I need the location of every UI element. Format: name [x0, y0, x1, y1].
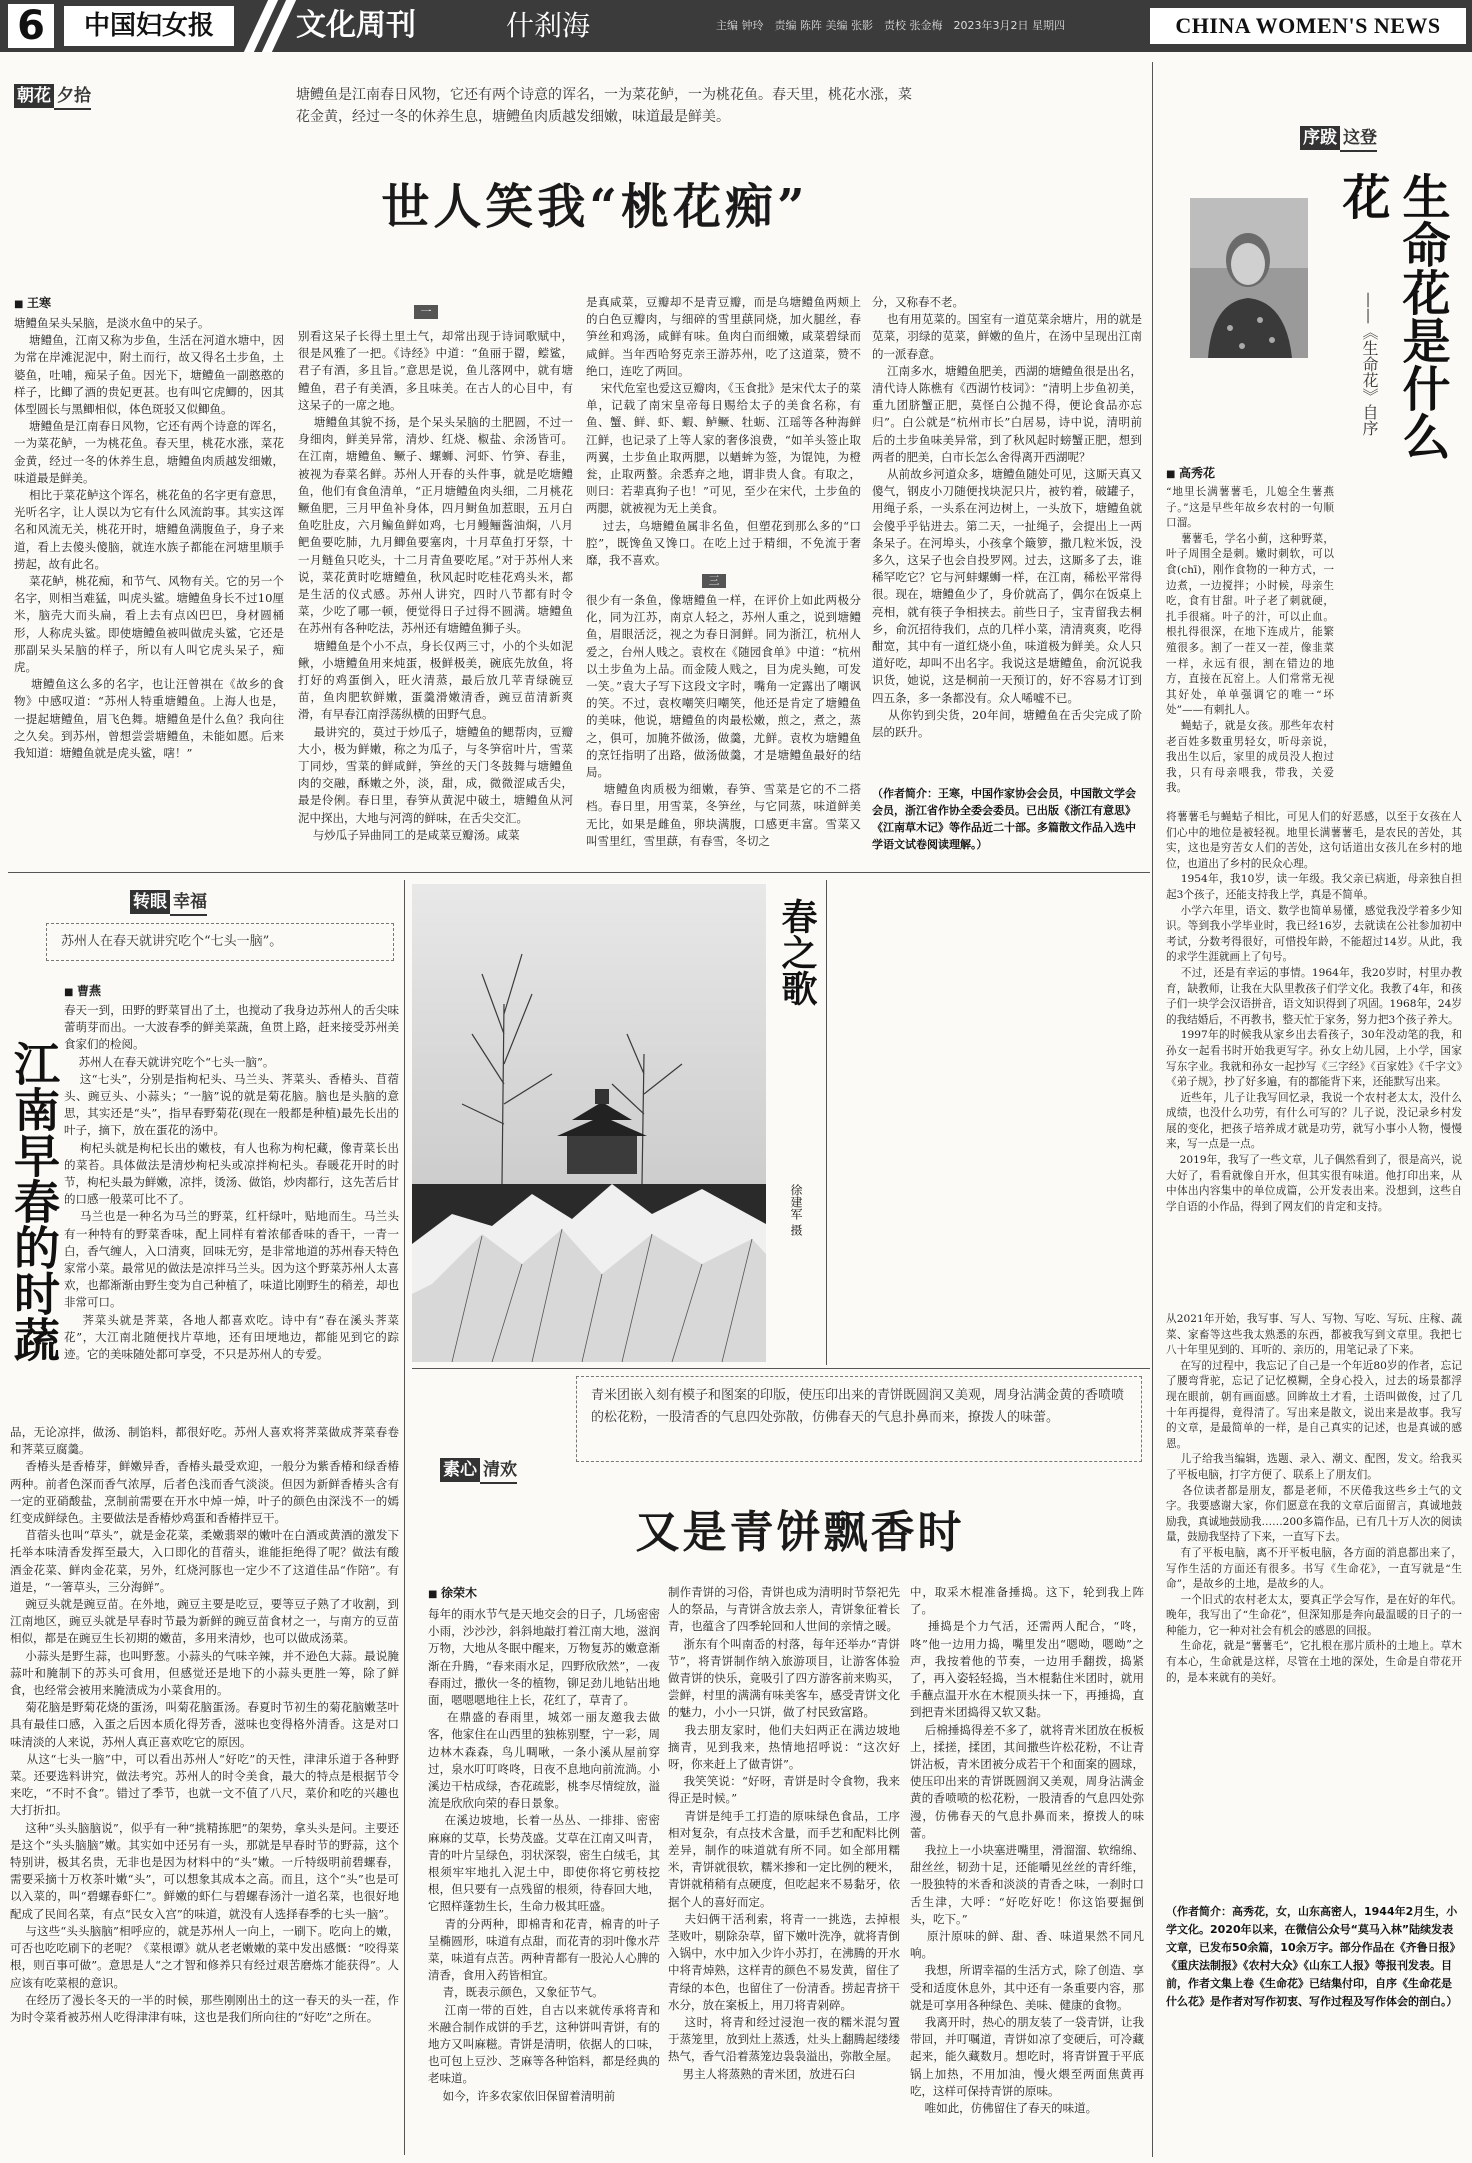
portrait-image — [1190, 198, 1308, 358]
byline: ■ 曹燕 — [64, 982, 101, 999]
article-body-column: 别看这呆子长得土里土气，却常出现于诗词歌赋中，很是风雅了一把。《诗经》中道：“鱼丽于罶，鲿鲨，君子有酒，多且旨。”意思是说，鱼儿落网中，就有塘鳢鱼，君子有美酒，多且味美。在古人的心目中，有这呆子的一席之地。 塘鳢鱼其貌不扬，是个呆头呆脑的土肥圆，不过一身细肉，鲜美异常，清炒、红烧、椒盐、余汤皆可。在江南，塘鳢鱼、鳜子、螺蛳、河虾、竹笋、春韭，被视为春菜名鲜。苏州人开春的头件事，就是吃塘鳢鱼，他们有食鱼清单，“正月塘鳢鱼肉头细，二月桃花鳜鱼肥，三月甲鱼补身体，四月鲥鱼加惹眼，五月白鱼吃肚皮，六月鳊鱼鲜如鸡，七月鳗鲡酱油焖，八月鲃鱼要吃肺，九月鲫鱼要塞肉，十月草鱼打牙祭，十一月鲢鱼只吃头，十二月青鱼要吃尾。”对于苏州人来说，菜花黄时吃塘鳢鱼，秋风起时吃桂花鸡头米，都是生活的仪式感。苏州人讲究，四时八节都有时令菜，少吃了哪一顿，便觉得日子过得不圆满。塘鳢鱼在苏州有各种吃法，苏州还有塘鳢鱼狮子头。 塘鳢鱼是个小不点，身长仅两三寸，小的个头如泥鳅，小塘鳢鱼用来炖蛋，极鲜极美，碗底先放鱼，将打好的鸡蛋倒入，旺火清蒸，最后放几苹青绿碗豆苗，鱼肉肥软鲜嫩，蛋羹滑嫩清香，豌豆苗清新爽滑，有早春江南浮荡纵横的田野气息。 最讲究的，莫过于炒瓜子，塘鳢鱼的鳃帮肉，豆瓣大小，极为鲜嫩，称之为瓜子，与冬笋宿叶片，雪菜丁同炒，雪菜的鲜咸鲜，笋丝的天门冬鼓舞与塘鳢鱼肉的交融，酥嫩之外，淡，甜，成，微微涩咸舌尖，最是伶俐。春日里，春笋从黄泥中破土，塘鳢鱼从河泥中探出，大地与河湾的鲜味，在舌尖交汇。 与炒瓜子异曲同工的是咸菜豆瓣汤。咸菜 — [298, 329, 573, 842]
article-title: 又是青饼飘香时 — [635, 1507, 965, 1558]
article-body-column: 每年的雨水节气是天地交会的日子，几场密密小雨，沙沙沙，斜斜地敲打着江南大地，滋润万物，大地从冬眠中醒来，万物复苏的嫩意渐渐在升腾，“春来雨水足，四野欣欣然”，一夜春雨过，撒伙一冬的植物，铆足劲儿地钻出地面，嗯嗯嗯地往上长，花红了，草青了。 在鼎盛的春雨里，城郊一丽友邀我去做客，他家住在山西里的独栋别墅，宁一彩，周边林木森森，鸟儿啁啾，一条小溪从屋前穿过，泉水叮叮咚咚，日夜不息地向前流淌。小溪边干枯成绿，杏花疏影，桃李尽情绽放，溢流是欣欣向荣的春日景象。 在溪边坡地，长着一丛丛、一排排、密密麻麻的艾草，长势茂盛。艾草在江南又叫青，青的叶片呈绿色，羽状深裂，密生白绒毛，其根须牢牢地扎入泥土中，即使你将它剪枝挖根，但只要有一点残留的根须，待春回大地，它照样蓬勃生长，生命力极其旺盛。 青的分两种，即棉青和花青，棉青的叶子呈椭圆形，味道有点甜，而花青的羽叶像水芹菜，味道有点苦。两种青都有一股沁人心脾的清香，食用入药皆相宜。 青，既表示颜色，又象征节气。 江南一带的百姓，自古以来就传承将青和米融合制作成饼的手艺，这种饼叫青饼，有的地方又叫麻糍。青饼是清明，依据人的口味，也可包上豆沙、芝麻等各种馅料，都是经典的老味道。 如今，许多农家依旧保留着清明前 — [428, 1607, 660, 2103]
article-body-column: 分，又称春不老。 也有用苋菜的。国室有一道苋菜余塘片，用的就是苋菜，羽绿的苋菜，鲜嫩的鱼片，在汤中呈现出江南的一派春意。 江南多水，塘鳢鱼肥美，西湖的塘鳢鱼很是出名，清代诗人陈樵有《西湖竹枝词》：“清明上步鱼初美，重九团脐蟹正肥，莫怪白公抛不得，便论食品亦忘归”。白公就是“杭州市长”白居易，诗中说，清明前后的土步鱼味美异常，到了秋风起时螃蟹正肥，想到两者的肥美，白市长怎么舍得离开西湖呢？ 从前故乡河道众多，塘鳢鱼随处可见，这厮天真又傻气，钢皮小刀随便找块泥只片，被钓着，破罐子，用绳子系，一头系在河边树上，一头放下，塘鳢鱼就会傻乎乎钻进去。第二天，一扯绳子，会提出上一两条呆子。在河埠头，小孩拿个簸箩，撒几粒米饭，没多久，这呆子也会自投罗网。过去，这厮多了去，谁稀罕吃它？它与河蚌螺蛳一样，在江南，稀松平常得很。现在，塘鳢鱼少了，身价就高了，偶尔在饭桌上亮相，就有筷子争相挟去。前些日子，宝青留我去桐乡，俞沉招待我们，点的几样小菜，清清爽爽，吃得酣宽，其中有一道红烧小鱼，味道极为鲜美。众人只道好吃，却叫不出名字。我说这是塘鳢鱼，俞沉说我识货，她说，这是桐前一天预订的，好不容易才订到四五条，多一条都没有。众人唏嘘不已。 从你钓到尖货，20年间，塘鳢鱼在舌尖完成了阶层的跃升。 — [872, 295, 1142, 740]
column-tag — [1300, 126, 1377, 150]
horizontal-rule — [412, 1368, 1150, 1369]
section-marker: 一 — [414, 305, 438, 319]
photo — [412, 884, 766, 1362]
byline: ■ 王寒 — [14, 294, 51, 311]
author-bio: （作者简介：高秀花，女，山东高密人，1944年2月生，小学文化。2020年以来，在微信公众号“莫马入林”陆续发表文章，已发布50余篇，10余万字。部分作品在《齐鲁日报》《重庆法制报》《农村大众》《山东工人报》等报刊发表。目前，作者文集上卷《生命花》已结集付印，自序《生命花是什么花》是作者对写作初衷、写作过程及写作体会的剖白。） — [1166, 1905, 1461, 2008]
tag-label: 序跋 — [1300, 126, 1340, 150]
article-body-column: 春天一到，田野的野菜冒出了土，也搅动了我身边苏州人的舌尖味蕾萌芽而出。一大波春季的鲜美菜蔬，鱼贯上路，赶来接受苏州美食家们的检阅。 苏州人在春天就讲究吃个“七头一脑”。 这“七头”，分别是指枸杞头、马兰头、荠菜头、香椿头、苜蓿头、豌豆头、小蒜头；“一脑”说的就是菊花脑。脑也是头脑的意思，其实还是“头”，指早春野菊花(现在一般都是种植)最先长出的叶子，摘下，放在蛋花的汤中。 枸杞头就是枸杞长出的嫩枝，有人也称为枸杞藏，像青菜长出的菜苔。具体做法是清炒枸杞头或凉拌枸杞头。春暖花开时的时节，枸杞头最为鲜嫩，凉拌，烫汤、做馅，炒肉都行，这先苦后甘的口感一般菜可比不了。 马兰也是一种名为马兰的野菜，红杆绿叶，贴地而生。马兰头有一种特有的野菜香味，配上同样有着浓郁香味的香干，一青一白，香气缠人，入口清爽，回味无穷，是非常地道的苏州春天特色家常小菜。最常见的做法是凉拌马兰头。因为这个野菜苏州人太喜欢，也都渐渐由野生变为自己种植了，味道比刚野生的稍差，却也非常可口。 荠菜头就是荠菜，各地人都喜欢吃。诗中有“春在溪头荠菜花”，大江南北随便找片草地，还有田埂地边，都能见到它的踪迹。它的美味随处都可享受，不只是苏州人的专爱。 — [64, 1003, 399, 1362]
page-number: 6 — [8, 4, 54, 48]
article-body-column: 塘鳢鱼呆头呆脑，是淡水鱼中的呆子。 塘鳢鱼，江南又称为步鱼，生活在河道水塘中，因为常在岸滩泥泥中，附土而行，故又得名土步鱼，土婆鱼，吐哺，痴呆子鱼。因光下，塘鳢鱼一副憨憨的样子，比鲫了酒的贵妃更甚。也有叫它虎鲫的，因其体型圆长与黑鲫相似，体色斑驳又似鲫鱼。 塘鳢鱼是江南春日风物，它还有两个诗意的诨名，一为菜花鲈，一为桃花鱼。春天里，桃花水涨，菜花金黄，经过一冬的休养生息，塘鳢鱼肉质越发细嫩，味道最是鲜美。 相比于菜花鲈这个诨名，桃花鱼的名字更有意思，光听名字，让人误以为它有什么风流韵事。其实这诨名和风流无关，桃花开时，塘鳢鱼满腹鱼子，身子来道，看上去傻头傻脑，就连水族子都能在河塘里顺手捞起，故有此名。 菜花鲈，桃花痴，和节气、风物有关。它的另一个名字，则相当难猛，叫虎头鲨。塘鳢鱼身长不过10厘米，脑壳大而头扁，看上去有点凶巴巴，身材圆桶形，人称虎头鲨。即使塘鳢鱼被叫做虎头鲨，它还是那副呆头呆脑的样子，所以有人叫它虎头呆子，痴虎。 塘鳢鱼这么多的名字，也让汪曾祺在《故乡的食物》中感叹道：“苏州人特重塘鳢鱼。上海人也是，一提起塘鳢鱼，眉飞色舞。塘鳢鱼是什么鱼？我向往之久矣。到苏州，曾想尝尝塘鳢鱼，未能如愿。后来我知道：塘鳢鱼就是虎头鲨，嗐！” — [14, 316, 284, 761]
vertical-rule — [404, 880, 405, 2155]
horizontal-rule — [8, 872, 1150, 873]
tag-label: 这登 — [1340, 126, 1377, 152]
column-tag — [440, 1458, 517, 1482]
tag-label: 素心 — [440, 1458, 480, 1482]
article-intro: 苏州人在春天就讲究吃个“七头一脑”。 — [46, 923, 394, 961]
photo-title: 春之歌 — [776, 898, 818, 1006]
article-intro: 青米团嵌入刻有模子和图案的印版，使压印出来的青饼既圆润又美观，周身沾满金黄的香喷喷的松花粉，一股清香的气息四处弥散，仿佛春天的气息扑鼻而来，撩拨人的味蕾。 — [591, 1388, 1125, 1425]
article-subtitle: ——《生命花》自序 — [1360, 292, 1379, 436]
article-body-column: 中，取采木棍准备捶捣。这下，轮到我上阵了。 捶捣是个力气活，还需两人配合，“咚，咚”他一边用力捣，嘴里发出“嗯呦，嗯呦”之声，我按着他的节奏，一边用手翻拨，捣紧了，再入姿轻轻捣，当木棍黏住米团时，就用手蘸点温开水在木棍顶头抹一下，再捶捣，直到把青米团捣得又软又黏。 后棉捶捣得差不多了，就将青米团放在板板上，揉搓，揉团，其间撒些许松花粉，不让青饼沾板，青米团被分成若干个和面案的圆球，使压印出来的青饼既圆润又美观，周身沾满金黄的香喷喷的松花粉，一股清香的气息四处弥漫，仿佛春天的气息扑鼻而来，撩拨人的味蕾。 我拉上一小块塞进嘴里，滑溜溜、软绵绵、甜丝丝，韧劲十足，还能嚼见丝丝的青纤维，一股独特的米香和淡淡的青香之味，一刹时口舌生津，大呼：“好吃好吃！你这馅要掘倒头，吃下。” 原汁原味的鲜、甜、香、味道果然不同凡响。 我想，所谓幸福的生活方式，除了创造、享受和适度休息外，其中还有一条重要内容，那就是可享用各种绿色、美味、健康的食物。 我离开时，热心的朋友装了一袋青饼，让我带回，并叮嘱道，青饼如凉了变硬后，可冷藏起来，能久藏数月。想吃时，将青饼置于平底锅上加热，不用加油，慢火煨至两面焦黄再吃，这样可保持青饼的原味。 唯如此，仿佛留住了春天的味道。 — [910, 1585, 1144, 2116]
english-paper-name: CHINA WOMEN'S NEWS — [1150, 8, 1466, 44]
article-title: 生命花是什么花 — [1334, 172, 1450, 460]
masthead-bar — [0, 0, 1472, 52]
author-bio: （作者简介：王寒，中国作家协会会员，中国散文学会会员，浙江省作协全委会委员。已出版《浙江有意思》《江南草木记》等作品近二十部。多篇散文作品入选中学语文试卷阅读理解。） — [872, 787, 1136, 851]
article-body-column: 品，无论凉拌，做汤、制馅料，都很好吃。苏州人喜欢将荠菜做成荠菜春卷和荠菜豆腐羹。 香椿头是香椿芽，鲜嫩异香，香椿头最受欢迎，一般分为紫香椿和绿香椿两种。前者色深而香气浓厚，后者色浅而香气淡淡。但因为新鲜香椿头含有一定的亚硝酸盐，烹制前需要在开水中焯一焯，叶子的颜色由深浅不一的嫣红变成鲜绿色。主要做法是香椿炒鸡蛋和香椿拌豆干。 苜蓿头也叫“草头”，就是金花菜，柔嫩翡翠的嫩叶在白酒或黄酒的激发下托举本味清香发挥至最大，入口即化的苜蓿头，谁能拒绝得了呢？做法有酸酒金花菜、鲜肉金花菜，另外，红烧河豚也一定少不了这道佳品“作陪”。有道是，“一箸草头，三分海鲜”。 豌豆头就是豌豆苗。在外地，豌豆主要是吃豆，要等豆子熟了才收割，到江南地区，豌豆头就是早春时节最为新鲜的豌豆苗食材之一，与南方的豆苗相似，都是在豌豆生长初期的嫩苗，多用来清炒，也可以做成汤菜。 小蒜头是野生蒜，也叫野葱。小蒜头的气味辛辣，并不逊色大蒜。最说腌蒜叶和腌制下的苏头可食用，但感觉还是地下的小蒜头更胜一筹，除了鲜食，也经常会被用来腌渍成为小菜食用的。 菊花脑是野菊花烧的蛋汤，叫菊花脑蛋汤。春夏时节初生的菊花脑嫩茎叶具有最佳口感，入蛋之后因本质化得芳香，滋味也变得格外清香。这是对口味清淡的人来说，苏州人真正喜欢吃它的原因。 从这“七头一脑”中，可以看出苏州人“好吃”的天性，津津乐道于各种野菜。还要选料讲究，做法考究。苏州人的时令美食，最大的特点是根据节令来吃，“不时不食”。错过了季节，也就一文不值了八尺，菜价和吃的兴趣也大打折扣。 这种“头头脑脑说”，似乎有一种“挑精拣肥”的架势，拿头头是问。主要还是这个“头头脑脑”嫩。其实如中还另有一头，那就是早春时节的野蒜，这个特别讲，极其名贵，无非也是因为材料中的“头”嫩。一斤特级明前碧螺春，需要采摘十万枚茶叶嫩“头”，可以想象其成本之高。而且，这个“头”也是可以入菜的，叫“碧螺春虾仁”。鲜嫩的虾仁与碧螺春汤汁一道名菜，也很好地配成了民间名菜，有点“民女入宫”的味道，就没有人选择春季的七头一脑”。 与这些“头头脑脑”相呼应的，就是苏州人一向上，一刷下。吃向上的嫩，可否也吃吃刷下的老呢？《菜根谭》就从老老嫩嫩的菜中发出感慨：“咬得菜根，则百事可做”。意思是人“之才智和修养只有经过艰苦磨炼才能获得”。人应该有吃菜根的意识。 在经历了漫长冬天的一半的时候，那些刚刚出土的这一春天的头一茬，作为时令菜肴被苏州人吃得津津有味，这也是我们所向往的“好吃”之所在。 — [10, 1425, 399, 2024]
editor-credits: 主编 钟玲 责编 陈阵 美编 张影 责校 张金梅 2023年3月2日 星期四 — [716, 19, 1065, 32]
tag-label: 清欢 — [480, 1458, 517, 1484]
photo-caption-area — [768, 884, 824, 1362]
intro-box — [576, 1376, 1142, 1462]
tag-label: 幸福 — [170, 890, 207, 916]
article-body-column: 将薯薯毛与蝇蛄子相比，可见人们的好恶感，以至于女孩在人们心中的地位是被轻视。地里长满薯薯毛，是农民的苦处，其实，这也是穷苦女人们的苦处，这句话道出女孩儿在乡村的地位，也道出了乡村的民众心理。 1954年，我10岁，读一年级。我父亲已病逝，母亲独自担起3个孩子，还能支持我上学，真是不简单。 小学六年里，语文、数学也简单易懂，感觉我没学着多少知识。等到我小学毕业时，我已经16岁，去就读在公社参加初中考试，分数考得很好，可惜投年龄，不能超过14岁。从此，我的求学生涯就画上了句号。 不过，还是有幸运的事情。1964年，我20岁时，村里办教育，缺教师，让我在大队里教孩子们学文化。我教了4年，和孩子们一块学会汉语拼音，语文知识得到了巩固。1968年，24岁的我结婚后，不再教书，整天忙于家务，努力把3个孩子养大。 1997年的时候我从家乡出去看孩子，30年没动笔的我，和孙女一起看书时开始我更写字。孙女上幼儿园，上小学，国家写东字业。我就和孙女一起抄写《三字经》《百家姓》《千字文》《弟子规》，抄了好多遍，有的都能背下来，还能默写出来。 近些年，儿子让我写回忆录，我说一个农村老太太，没什么成绩，也没什么功劳，有什么可写的？儿子说，没记录乡村发展的变化，把孩子培养成才就是功劳，就写小事小人物，慢慢来，写一点是一点。 2019年，我写了一些文章，儿子偶然看到了，很是高兴，说大好了，看看就像自开水，但其实很有味道。他打印出来，从中体出内容集中的单位成篇，公开发表出来。没想到，这些自学自语的小作品，得到了网友们的肯定和支持。 — [1166, 811, 1462, 1213]
article-body-column: 制作青饼的习俗，青饼也成为清明时节祭祀先人的祭品，与青饼含放去亲人，青饼象征着长青，也蕴含了四季轮回和人世间的亲情之暖。 浙东有个叫南岙的村落，每年还举办“青饼节”，将青饼制作纳入旅游项目，让游客体验做青饼的快乐，竟吸引了四方游客前来购买，尝鲜，村里的满满有味美客车，感受青饼文化的魅力，小小一只饼，做了村民致富路。 我去朋友家时，他们夫妇两正在满边坡地摘青，见到我来，热情地招呼说：“这次好呀，你来赶上了做青饼”。 我笑笑说：“好呀，青饼是时令食物，我来得正是时候。” 青饼是纯手工打造的原味绿色食品，工序相对复杂，有点技术含量，而手艺和配料比例差异，制作的味道就有所不同。如全部用糯米，青饼就很软，糯米掺和一定比例的粳米，青饼就稍稍有点硬度，但吃起来不易黏牙，依据个人的喜好而定。 夫妇俩干活利索，将青一一挑选，去掉根茎败叶，剔除杂草，留下嫩叶洗净，就将青倒入锅中，水中加入少许小苏打，在沸腾的开水中将青焯熟，这样青的颜色不易发黄，留住了青绿的本色，也留住了一份清香。捞起青挤干水分，放在案板上，用刀将青剁碎。 这时，将青和经过浸泡一夜的糯米混匀置于蒸笼里，放到灶上蒸透，灶头上翻腾起缕缕热气，香气沿着蒸笼边袅袅溢出，弥散全屋。 男主人将蒸熟的青米团，放进石臼 — [668, 1585, 900, 2081]
article-body-column: 很少有一条鱼，像塘鳢鱼一样，在评价上如此两极分化，同为江苏，南京人轻之，苏州人重之，说到塘鳢鱼，眉眼活泛，视之为春日洞鲜。同为浙江，杭州人爱之，台州人贱之。袁枚在《随园食单》中道：“杭州以土步鱼为上品。而金陵人贱之，目为虎头鲍，可发一笑。”袁大子写下这段文字时，嘴角一定露出了嘲讽的笑。不过，袁枚嘲笑归嘲笑，他还是肯定了塘鳢鱼的美味，他说，塘鳢鱼的肉最松嫩，煎之，煮之，蒸之，俱可，加腌芥做汤，做羹，尤鲜。袁枚为塘鳢鱼的烹饪指明了出路，做汤做羹，才是塘鳢鱼最好的结局。 塘鳢鱼肉质极为细嫩，春笋、雪菜是它的不二搭档。春日里，用雪菜，冬笋丝，与它同蒸，味道鲜美无比，如果是雌鱼，卵块满腹，口感更丰富。雪菜又叫雪里红，雪里蕻，有春雪，冬切之 — [586, 593, 861, 848]
section-title: 文化周刊 — [296, 8, 416, 43]
subsection-title: 什刹海 — [506, 9, 591, 42]
article-body-column: “地里长满薯薯毛，儿媳全生薯燕子。”这是早些年故乡农村的一句顺口溜。 薯薯毛，学名小蓟，这种野菜，叶子周围全是刺。嫩时刺软，可以食(chī)，刚作食物的一种方式，一边煮，一边搅拌；小时候，母亲生吃，食有甘甜。叶子老了刺就硬，扎手很痛。叶子的汁，可以止血。根扎得很深，在地下连成片，能繁殖很多。割了一茬又一茬，像韭菜一样，永远有很，割在错边的地方，直接在瓦窑上。人们常常无视其好处，单单强调它的唯一“坏处”——有刺扎人。 蝇蛄子，就是女孩。那些年农村老百姓多数重男轻女，听母亲说，我出生以后，家里的成员没人抱过我，只有母亲喂我，带我，关爱我。 — [1166, 486, 1334, 795]
landscape-photo — [412, 884, 766, 1362]
article-title: 江南早春的时蔬 — [7, 1040, 61, 1362]
article-intro: 塘鳢鱼是江南春日风物，它还有两个诗意的诨名，一为菜花鲈，一为桃花鱼。春天里，桃花水涨，菜花金黄，经过一冬的休养生息，塘鳢鱼肉质越发细嫩，味道最是鲜美。 — [296, 87, 912, 125]
tag-label: 转眼 — [130, 890, 170, 914]
section-marker: 三 — [702, 574, 726, 588]
article-body-column: 从2021年开始，我写事、写人、写物、写吃、写玩、庄稼、蔬菜、家畜等这些我太熟悉的东西，都被我写到文章里。我把七八十年里见到的、耳听的、亲历的，用笔记录了下来。 在写的过程中，我忘记了自己是一个年近80岁的作者，忘记了腰弯背驼，忘记了记忆模糊，全身心投入，过去的场景都浮现在眼前，朝有画面感。回眸故土才看，土语叫做俊，过了几十年再提得，竟得清了。写出来是散文，说出来是故事。我写的文章，是最简单的一样，是自己真实的记述，也是真诚的感恩。 儿子给我当编辑，选题、录入、潮文、配图，发文。给我买了平板电脑，打字方便了、联系上了朋友们。 各位读者都是朋友，都是老师，不厌倦我这些乡土气的文字。我要感谢大家，你们愿意在我的文章后面留言，真诚地鼓励我，真诚地鼓励我……200多篇作品，已有几十万人次的阅读量，鼓励我坚持了下来，一直写下去。 有了平板电脑，离不开平板电脑，各方面的消息都出来了，写作生活的方面还有很多。书写《生命花》，一直写就是“生命”，是故乡的土地，是故乡的人。 一个旧式的农村老太太，要真正学会写作，是在好的年代。晚年，我写出了“生命花”，但深知那是奔向最温暖的日子的一种能力，它一种对社会有机会的感恩的回报。 生命花，就是“薯薯毛”，它扎根在那片质朴的土地上。草木有本心，生命就是这样，尽管在土地的深处，生命是自带花开的，是本来就有的美好。 — [1166, 1313, 1462, 1684]
byline: ■ 徐荣木 — [428, 1584, 477, 1601]
column-tag — [14, 84, 91, 108]
article-title: 世人笑我“桃花痴” — [381, 179, 809, 235]
article-body-column: 是真咸菜，豆瓣却不是青豆瓣，而是乌塘鳢鱼两颊上的白色豆瓣肉，与细碎的雪里蕻同烧，加火腿丝，春笋丝和鸡汤，咸鲜有味。鱼肉白而细嫩，咸菜碧绿而咸鲜。当年西哈努克亲王游苏州，吃了这道菜，赞不绝口，连吃了两回。 宋代危室也爱这豆瓣肉，《玉食批》是宋代太子的菜单，记载了南宋皇帝每日赐给太子的美食名称，有鱼、蟹、鲜、虾、蝦、鲈鳜、牡蛎、江瑶等各种海鲜江鲜，也记录了上等人家的奢侈浪费，“如羊头签止取两翼，土步鱼止取两腮，以蝤蛑为签，为馄饨，为橙瓮，止取两螯。余悉弃之地，谓非贵人食。有取之，则曰：若辈真狗子也！”可见，至少在宋代，土步鱼的两腮，就被视为无上美食。 过去，乌塘鳢鱼属非名鱼，但塑花到那么多的“口腔”，既馋鱼又馋口。在吃上过于精细，不免流于奢靡，我不喜欢。 — [586, 295, 861, 568]
column-tag — [130, 890, 207, 914]
tag-label: 夕拾 — [54, 84, 91, 110]
tag-label: 朝花 — [14, 84, 54, 108]
vertical-rule — [1152, 62, 1153, 2157]
newspaper-name: 中国妇女报 — [64, 6, 234, 46]
author-portrait — [1190, 198, 1308, 358]
vertical-rule — [826, 880, 827, 1365]
photo-credit: 徐建军 摄 — [789, 1184, 803, 1236]
byline: ■ 高秀花 — [1166, 464, 1215, 481]
